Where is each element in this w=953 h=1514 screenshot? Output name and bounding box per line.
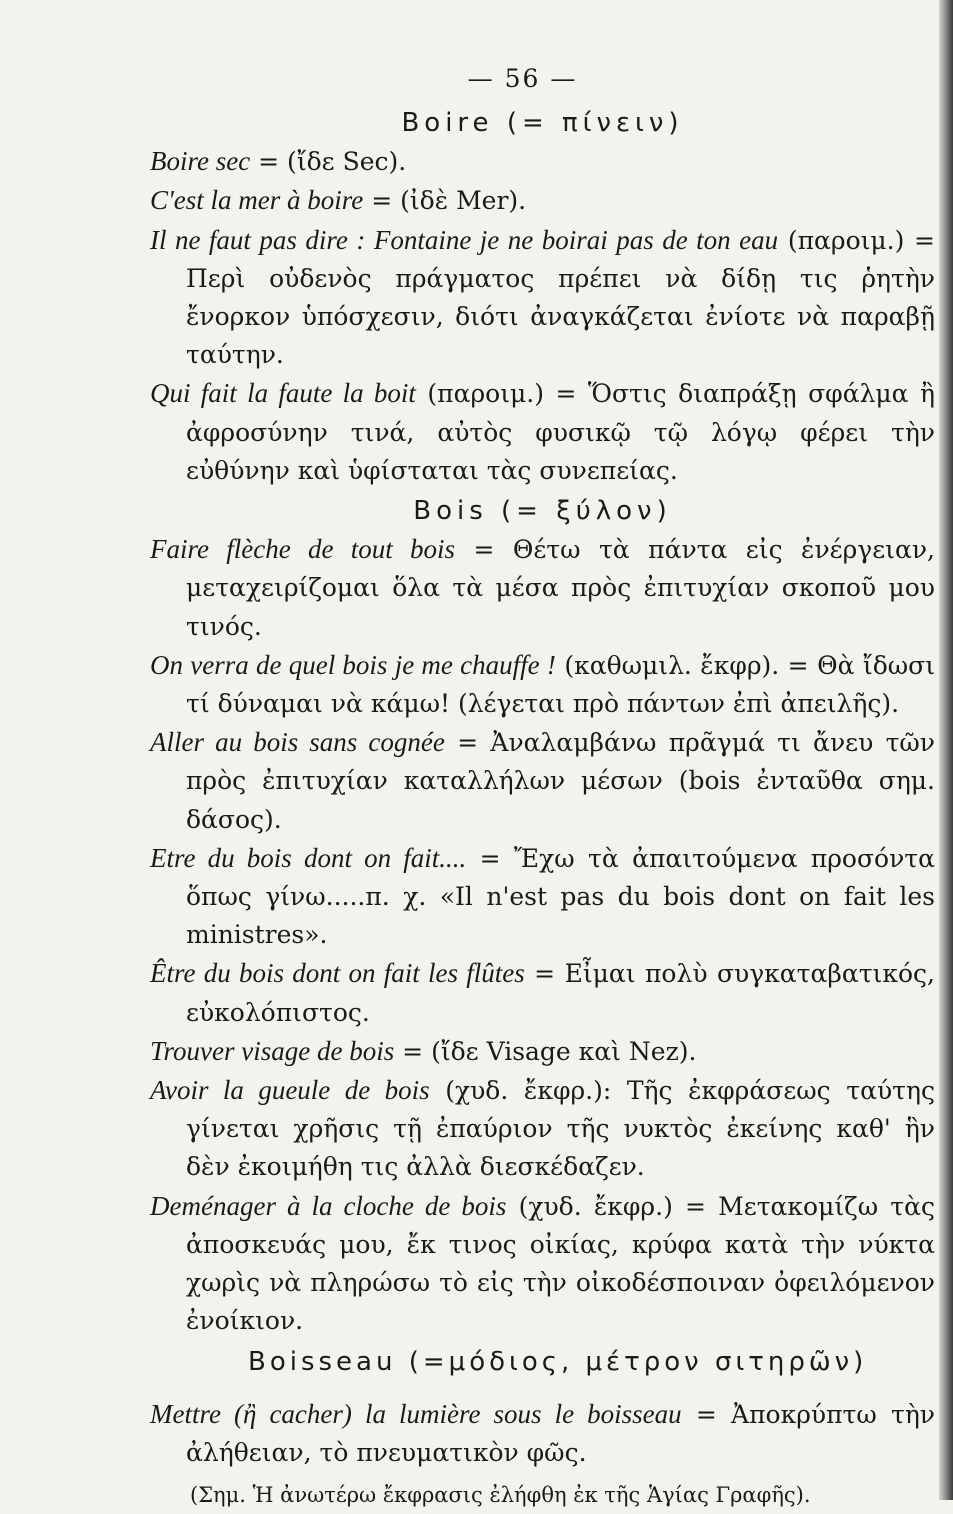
section-heading-boisseau: Boisseau (=μόδιος, μέτρον σιτηρῶν) bbox=[248, 1346, 868, 1377]
entry bbox=[150, 374, 935, 490]
footnote: (Σημ. Ἡ ἀνωτέρω ἔκφρασις ἐλήφθη ἐκ τῆς Ἁγίας Γραφῆς). bbox=[190, 1483, 811, 1508]
entry-greek: (καθωμιλ. ἔκφρ). = Θὰ ἴδωσι τί δύναμαι νὰ κάμω! (λέγεται πρὸ πάντων ἐπὶ ἀπειλῆς). bbox=[186, 650, 936, 719]
entry-french: C'est la mer à boire bbox=[150, 185, 364, 216]
entry bbox=[150, 954, 935, 1031]
entry-french: Mettre (ἢ cacher) la lumière sous le boisseau bbox=[150, 1398, 682, 1429]
entry-greek: = Ἀναλαμβάνω πρᾶγμά τι ἄνευ τῶν πρὸς ἐπιτυχίαν καταλλήλων μέσων (bois ἐνταῦθα σημ. δάσος). bbox=[186, 728, 935, 834]
entry bbox=[150, 1187, 935, 1341]
entry bbox=[150, 181, 935, 220]
entry-greek: (χυδ. ἔκφρ.) = Μετακομίζω τὰς ἀποσκευάς μου, ἔκ τινος οἰκίας, κρύφα κατὰ τὴν νύκτα χωρὶς νὰ πληρώσω τὸ εἰς τὴν οἰκοδέσποιναν ὀφειλόμενον ἐνοίκιον. bbox=[186, 1191, 935, 1336]
entry-greek: = Ἔχω τὰ ἀπαιτούμενα προσόντα ὅπως γίνω.....π. χ. «Il n'est pas du bois dont on fait les ministres». bbox=[186, 843, 936, 950]
entry bbox=[150, 221, 935, 375]
page-number: — 56 — bbox=[467, 64, 578, 93]
entry-french: Deménager à la cloche de bois bbox=[150, 1190, 507, 1221]
entry-french: Qui fait la faute la boit bbox=[150, 378, 416, 409]
entry bbox=[150, 1032, 935, 1071]
spacer bbox=[150, 1381, 935, 1395]
entry bbox=[150, 839, 935, 955]
entry-french: Aller au bois sans cognée bbox=[150, 727, 445, 758]
entry-greek: (παροιμ.) = Ὅστις διαπράξῃ σφάλμα ἢ ἀφροσύνην τινά, αὐτὸς φυσικῷ τῷ λόγῳ φέρει τὴν εὐθύνην καὶ ὑφίσταται τὰς συνεπείας. bbox=[186, 379, 936, 485]
entry bbox=[150, 142, 935, 181]
entry-greek: = (ἴδε Sec). bbox=[250, 147, 407, 177]
entry-greek: (χυδ. ἔκφρ.): Τῆς ἐκφράσεως ταύτης γίνεται χρῆσις τῇ ἐπαύριον τῆς νυκτὸς ἐκείνης καθ' ἣν δὲν ἐκοιμήθη τις ἀλλὰ διεσκέδαζεν. bbox=[186, 1076, 935, 1182]
entry bbox=[150, 723, 935, 839]
scan-edge-shadow bbox=[939, 0, 953, 1500]
entry bbox=[150, 1395, 935, 1472]
entry-french: Boire sec bbox=[150, 146, 251, 177]
entry-french: Être du bois dont on fait les flûtes bbox=[150, 958, 525, 989]
entry-french: Faire flèche de tout bois bbox=[150, 534, 455, 565]
entry-greek: = Εἶμαι πολὺ συγκαταβατικός, εὐκολόπιστος. bbox=[186, 959, 935, 1027]
entry-greek: = Ἀποκρύπτω τὴν ἀλήθειαν, τὸ πνευματικὸν φῶς. bbox=[186, 1399, 935, 1467]
entry-french: Etre du bois dont on fait.... bbox=[150, 842, 467, 873]
section-heading-bois: Bois (= ξύλον) bbox=[413, 496, 672, 527]
entry-french: On verra de quel bois je me chauffe ! bbox=[150, 649, 556, 680]
entry-greek: (παροιμ.) = Περὶ οὐδενὸς πράγματος πρέπει νὰ δίδῃ τις ῥητὴν ἔνορκον ὑπόσχεσιν, διότι ἀναγκάζεται ἐνίοτε νὰ παραβῇ ταύτην. bbox=[186, 225, 936, 370]
entry-greek: = (ἰδὲ Mer). bbox=[363, 186, 527, 216]
entry bbox=[150, 530, 935, 646]
entry-french: Trouver visage de bois bbox=[150, 1035, 395, 1066]
entry-greek: = Θέτω τὰ πάντα εἰς ἐνέργειαν, μεταχειρίζομαι ὅλα τὰ μέσα πρὸς ἐπιτυχίαν σκοποῦ μου τινός. bbox=[186, 535, 936, 641]
entry-greek: = (ἴδε Visage καὶ Nez). bbox=[394, 1036, 697, 1066]
entry-french: Avoir la gueule de bois bbox=[150, 1075, 430, 1106]
dictionary-page bbox=[150, 60, 935, 1514]
entry-french: Il ne faut pas dire : Fontaine je ne boirai pas de ton eau bbox=[150, 224, 779, 255]
entry bbox=[150, 646, 935, 723]
entry bbox=[150, 1071, 935, 1187]
section-heading-boire: Boire (= πίνειν) bbox=[401, 108, 684, 138]
